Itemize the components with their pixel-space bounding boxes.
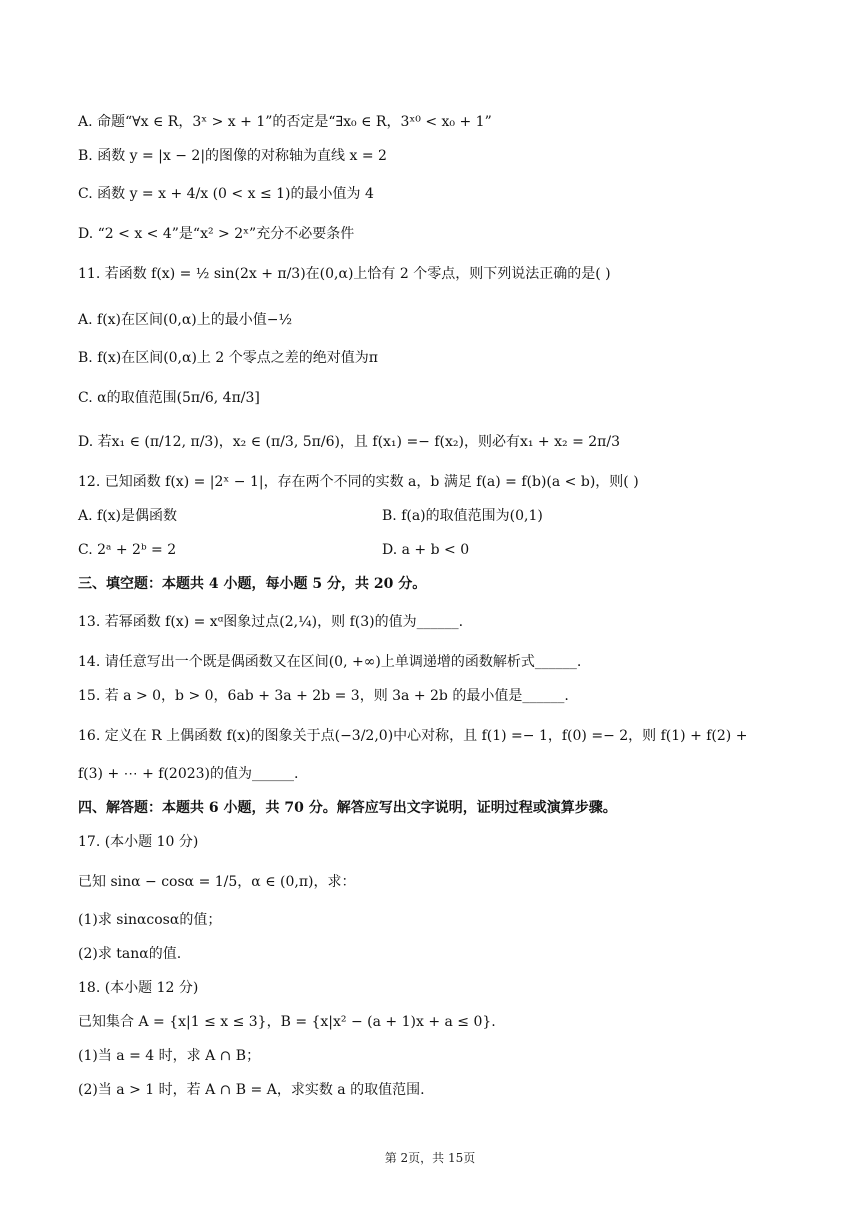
- question-15: 15. 若 a > 0，b > 0，6ab + 3a + 2b = 3，则 3a + 2b 的最小值是______.: [78, 688, 569, 704]
- option-12d: D. a + b < 0: [382, 542, 470, 558]
- question-13: 13. 若幂函数 f(x) = xᵅ图象过点(2,¼)，则 f(3)的值为______.: [78, 614, 464, 630]
- question-17-header: 17. (本小题 10 分): [78, 834, 199, 850]
- question-12: 12. 已知函数 f(x) = |2ˣ − 1|，存在两个不同的实数 a，b 满足 f(a) = f(b)(a < b)，则( ): [78, 474, 639, 490]
- question-17-given: 已知 sinα − cosα = 1/5，α ∈ (0,π)，求：: [78, 874, 356, 890]
- question-16-continued: f(3) + ⋯ + f(2023)的值为______.: [78, 766, 299, 782]
- question-14: 14. 请任意写出一个既是偶函数又在区间(0, +∞)上单调递增的函数解析式______.: [78, 654, 582, 670]
- page-footer: 第 2页，共 15页: [384, 1151, 476, 1165]
- option-12b: B. f(a)的取值范围为(0,1): [382, 508, 543, 524]
- option-10a: A. 命题“∀x ∈ R，3ˣ > x + 1”的否定是“∃x₀ ∈ R，3ˣ⁰ < x₀ + 1”: [78, 114, 492, 130]
- option-10c: C. 函数 y = x + 4/x (0 < x ≤ 1)的最小值为 4: [78, 186, 374, 202]
- question-18-header: 18. (本小题 12 分): [78, 980, 199, 996]
- option-10b: B. 函数 y = |x − 2|的图像的对称轴为直线 x = 2: [78, 148, 387, 164]
- question-17-part1: (1)求 sinαcosα的值；: [78, 912, 222, 928]
- question-11: 11. 若函数 f(x) = ½ sin(2x + π/3)在(0,α)上恰有 2 个零点，则下列说法正确的是( ): [78, 266, 611, 282]
- option-11b: B. f(x)在区间(0,α)上 2 个零点之差的绝对值为π: [78, 350, 378, 366]
- option-11d: D. 若x₁ ∈ (π/12, π/3)，x₂ ∈ (π/3, 5π/6)，且 f(x₁) =− f(x₂)，则必有x₁ + x₂ = 2π/3: [78, 434, 620, 450]
- option-11c: C. α的取值范围(5π/6, 4π/3]: [78, 390, 260, 406]
- option-12c: C. 2ᵃ + 2ᵇ = 2: [78, 542, 177, 558]
- question-18-part2: (2)当 a > 1 时，若 A ∩ B = A，求实数 a 的取值范围.: [78, 1082, 425, 1098]
- option-10d: D. “2 < x < 4”是“x² > 2ˣ”充分不必要条件: [78, 226, 355, 242]
- option-11a: A. f(x)在区间(0,α)上的最小值−½: [78, 312, 293, 328]
- section-heading-solutions: 四、解答题：本题共 6 小题，共 70 分。解答应写出文字说明，证明过程或演算步骤。: [78, 800, 617, 816]
- question-16: 16. 定义在 R 上偶函数 f(x)的图象关于点(−3/2,0)中心对称，且 f(1) =− 1，f(0) =− 2，则 f(1) + f(2) +: [78, 728, 748, 744]
- section-heading-fill-in: 三、填空题：本题共 4 小题，每小题 5 分，共 20 分。: [78, 576, 427, 592]
- question-18-part1: (1)当 a = 4 时，求 A ∩ B；: [78, 1048, 261, 1064]
- option-12a: A. f(x)是偶函数: [78, 508, 178, 524]
- question-18-given: 已知集合 A = {x|1 ≤ x ≤ 3}，B = {x|x² − (a + 1)x + a ≤ 0}.: [78, 1014, 496, 1030]
- question-17-part2: (2)求 tanα的值.: [78, 946, 182, 962]
